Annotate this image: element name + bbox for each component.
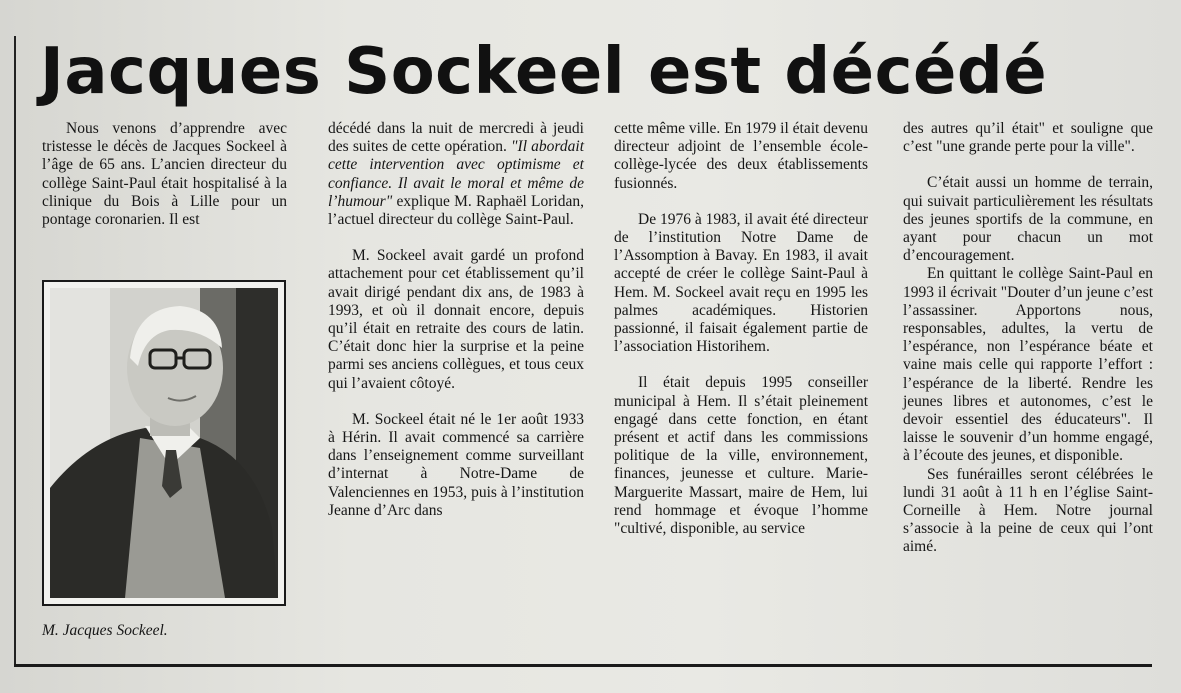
col2-paragraph-3: M. Sockeel était né le 1er août 1933 à Hérin. Il avait commencé sa carrière dans l’enseignement comme surveillant d’internat à Notre-Dame de Valenciennes en 1953, puis à l’institution Jeanne d’Arc dans bbox=[328, 410, 584, 519]
col2-paragraph-1 bbox=[328, 120, 584, 229]
col2-p1-end: explique M. Raphaël Loridan, l’actuel directeur du collège Saint-Paul. bbox=[328, 192, 584, 229]
column-4 bbox=[903, 120, 1153, 557]
col4-paragraph-3: En quittant le collège Saint-Paul en 1993 il écrivait "Douter d’un jeune c’est l’assassiner. Apportons nous, responsables, adultes, la vertu de l’espérance, non l’espérance béate et vaine mais celle qui rapporte l’effort : l’espérance de la liberté. Rendre les jeunes libres et autonomes, c’est le devoir essentiel des éducateurs". Il laisse le souvenir d’un homme engagé, à l’écoute des jeunes, et disponible. bbox=[903, 265, 1153, 465]
col3-paragraph-1: cette même ville. En 1979 il était devenu directeur adjoint de l’ensemble école-collège-lycée des deux établissements fusionnés. bbox=[614, 120, 868, 192]
col3-paragraph-2: De 1976 à 1983, il avait été directeur de l’institution Notre Dame de l’Assomption à Bavay. En 1983, il avait accepté de créer le collège Saint-Paul à Hem. M. Sockeel avait reçu en 1995 les palmes académiques. Historien passionné, il faisait également partie de l’association Historihem. bbox=[614, 210, 868, 356]
col2-paragraph-2: M. Sockeel avait gardé un profond attachement pour cet établissement qu’il avait dirigé pendant dix ans, de 1983 à 1993, et où il donnait encore, depuis qu’il était en retraite des cours de latin. C’était donc hier la surprise et la peine parmi ses anciens collègues, et tous ceux qui l’avaient côtoyé. bbox=[328, 247, 584, 392]
col4-paragraph-1: des autres qu’il était" et souligne que c’est "une grande perte pour la ville". bbox=[903, 120, 1153, 156]
left-column-rule bbox=[14, 36, 16, 666]
portrait-photo-frame bbox=[42, 280, 286, 606]
column-1 bbox=[42, 120, 287, 229]
col3-paragraph-3: Il était depuis 1995 conseiller municipal à Hem. Il s’était pleinement engagé dans cette fonction, en étant présent et actif dans les commissions politique de la ville, environnement, finances, jeunesse et culture. Marie-Marguerite Massart, maire de Hem, lui rend hommage et évoque l’homme "cultivé, disponible, au service bbox=[614, 374, 868, 538]
portrait-photo bbox=[50, 288, 278, 598]
photo-caption: M. Jacques Sockeel. bbox=[42, 622, 168, 639]
col2-p1-quote: "Il abordait cette intervention avec optimisme et confiance. Il avait le moral et même de l’humour" bbox=[328, 138, 584, 210]
col1-paragraph-1: Nous venons d’apprendre avec tristesse le décès de Jacques Sockeel à l’âge de 65 ans. L’ancien directeur du collège Saint-Paul était hospitalisé à la clinique du Bois à Lille pour un pontage coronarien. Il est bbox=[42, 120, 287, 229]
col4-paragraph-4: Ses funérailles seront célébrées le lundi 31 août à 11 h en l’église Saint-Corneille à Hem. Notre journal s’associe à la peine de ceux qui l’ont aimé. bbox=[903, 465, 1153, 556]
column-3 bbox=[614, 120, 868, 538]
column-2 bbox=[328, 120, 584, 520]
portrait-illustration bbox=[50, 288, 278, 598]
bottom-rule bbox=[14, 664, 1152, 667]
col4-paragraph-2: C’était aussi un homme de terrain, qui suivait particulièrement les résultats des jeunes sportifs de la commune, en ayant pour chacun un mot d’encouragement. bbox=[903, 174, 1153, 265]
headline: Jacques Sockeel est décédé bbox=[40, 35, 1048, 109]
col2-p1-start: décédé dans la nuit de mercredi à jeudi des suites de cette opération. bbox=[328, 120, 584, 156]
